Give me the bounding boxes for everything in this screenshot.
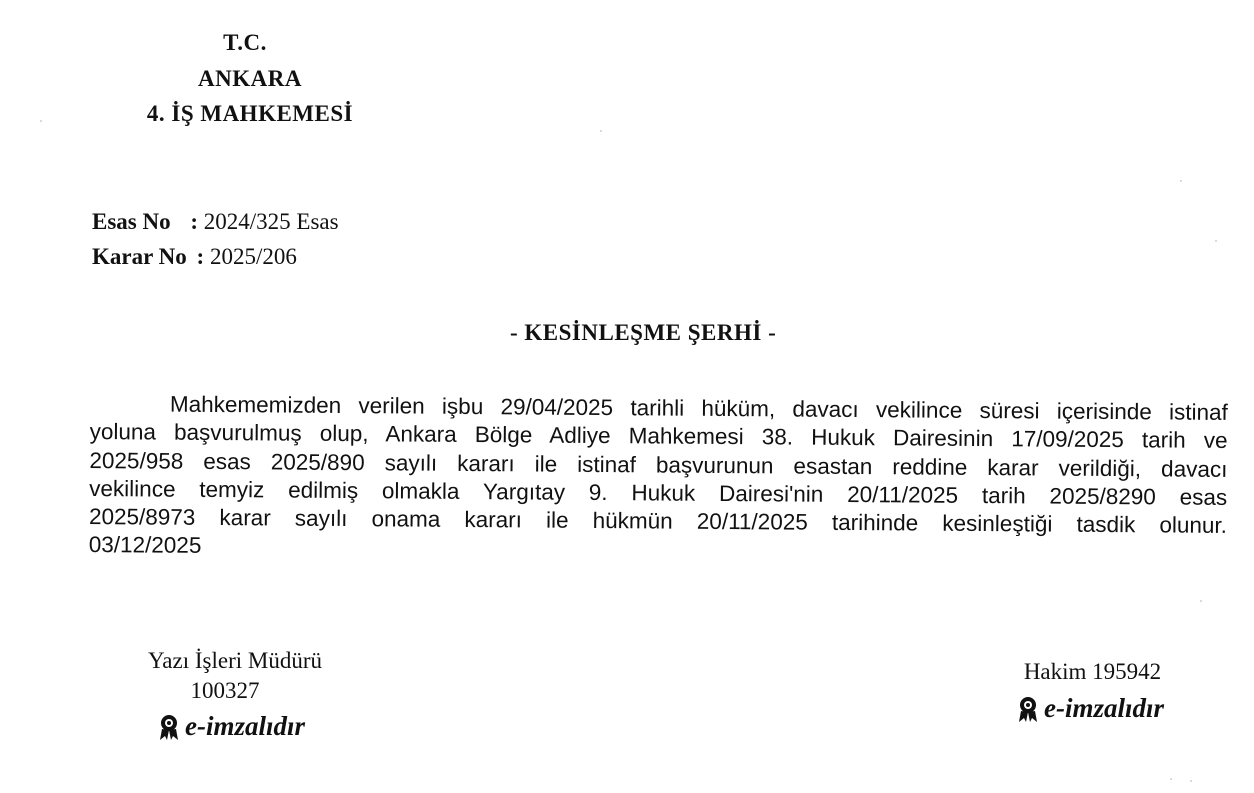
scan-noise: [1170, 778, 1172, 780]
body-line: 2025/958 esas 2025/890 sayılı kararı ile istinaf başvurunun esastan reddine karar verildiği, davacı: [89, 447, 1228, 482]
karar-no-value: 2025/206: [209, 244, 297, 269]
karar-no-label: Karar No: [92, 244, 187, 269]
body-line: yoluna başvurulmuş olup, Ankara Bölge Adliye Mahkemesi 38. Hukuk Dairesinin 17/09/2025 tarih ve: [89, 419, 1228, 454]
esas-no-row: [92, 209, 339, 235]
scan-noise: [1190, 780, 1192, 782]
body-date: 03/12/2025: [88, 532, 202, 559]
esas-no-label: Esas No: [92, 209, 171, 234]
signature-left: [110, 648, 360, 704]
signature-right: [1005, 659, 1180, 685]
karar-no-separator: :: [196, 244, 205, 269]
e-signature-seal-icon: [157, 713, 181, 741]
header-city: ANKARA: [198, 66, 302, 91]
signature-left-esign-text: e-imzalıdır: [185, 711, 305, 741]
signature-right-esign-text: e-imzalıdır: [1044, 693, 1164, 723]
e-signature-seal-icon: [1016, 695, 1040, 723]
signature-right-title: Hakim 195942: [1023, 659, 1162, 684]
signature-right-esign: [1016, 693, 1164, 724]
scan-noise: [40, 120, 42, 122]
header-tc: T.C.: [223, 30, 267, 55]
scan-noise: [1180, 180, 1182, 182]
esas-no-value: 2024/325 Esas: [203, 209, 339, 234]
scan-noise: [600, 130, 602, 132]
document-title: - KESİNLEŞME ŞERHİ -: [510, 320, 777, 345]
signature-left-id: 100327: [190, 678, 260, 703]
body-line: Mahkememizden verilen işbu 29/04/2025 tarihli hüküm, davacı vekilince süresi içerisinde istinaf: [169, 391, 1228, 425]
signature-left-title: Yazı İşleri Müdürü: [148, 648, 322, 673]
body-paragraph: [89, 390, 1228, 569]
header-court: 4. İŞ MAHKEMESİ: [146, 101, 354, 126]
body-line: 2025/8973 karar sayılı onama kararı ile hükmün 20/11/2025 tarihinde kesinleştiği tasdik olunur.: [88, 504, 1228, 539]
signature-left-esign: [157, 711, 305, 742]
scan-noise: [1200, 600, 1202, 602]
karar-no-row: [92, 244, 297, 270]
body-line: vekilince temyiz edilmiş olmakla Yargıtay 9. Hukuk Dairesi'nin 20/11/2025 tarih 2025/8290 esas: [89, 475, 1228, 510]
scan-noise: [1215, 240, 1217, 242]
esas-no-separator: :: [190, 209, 199, 234]
